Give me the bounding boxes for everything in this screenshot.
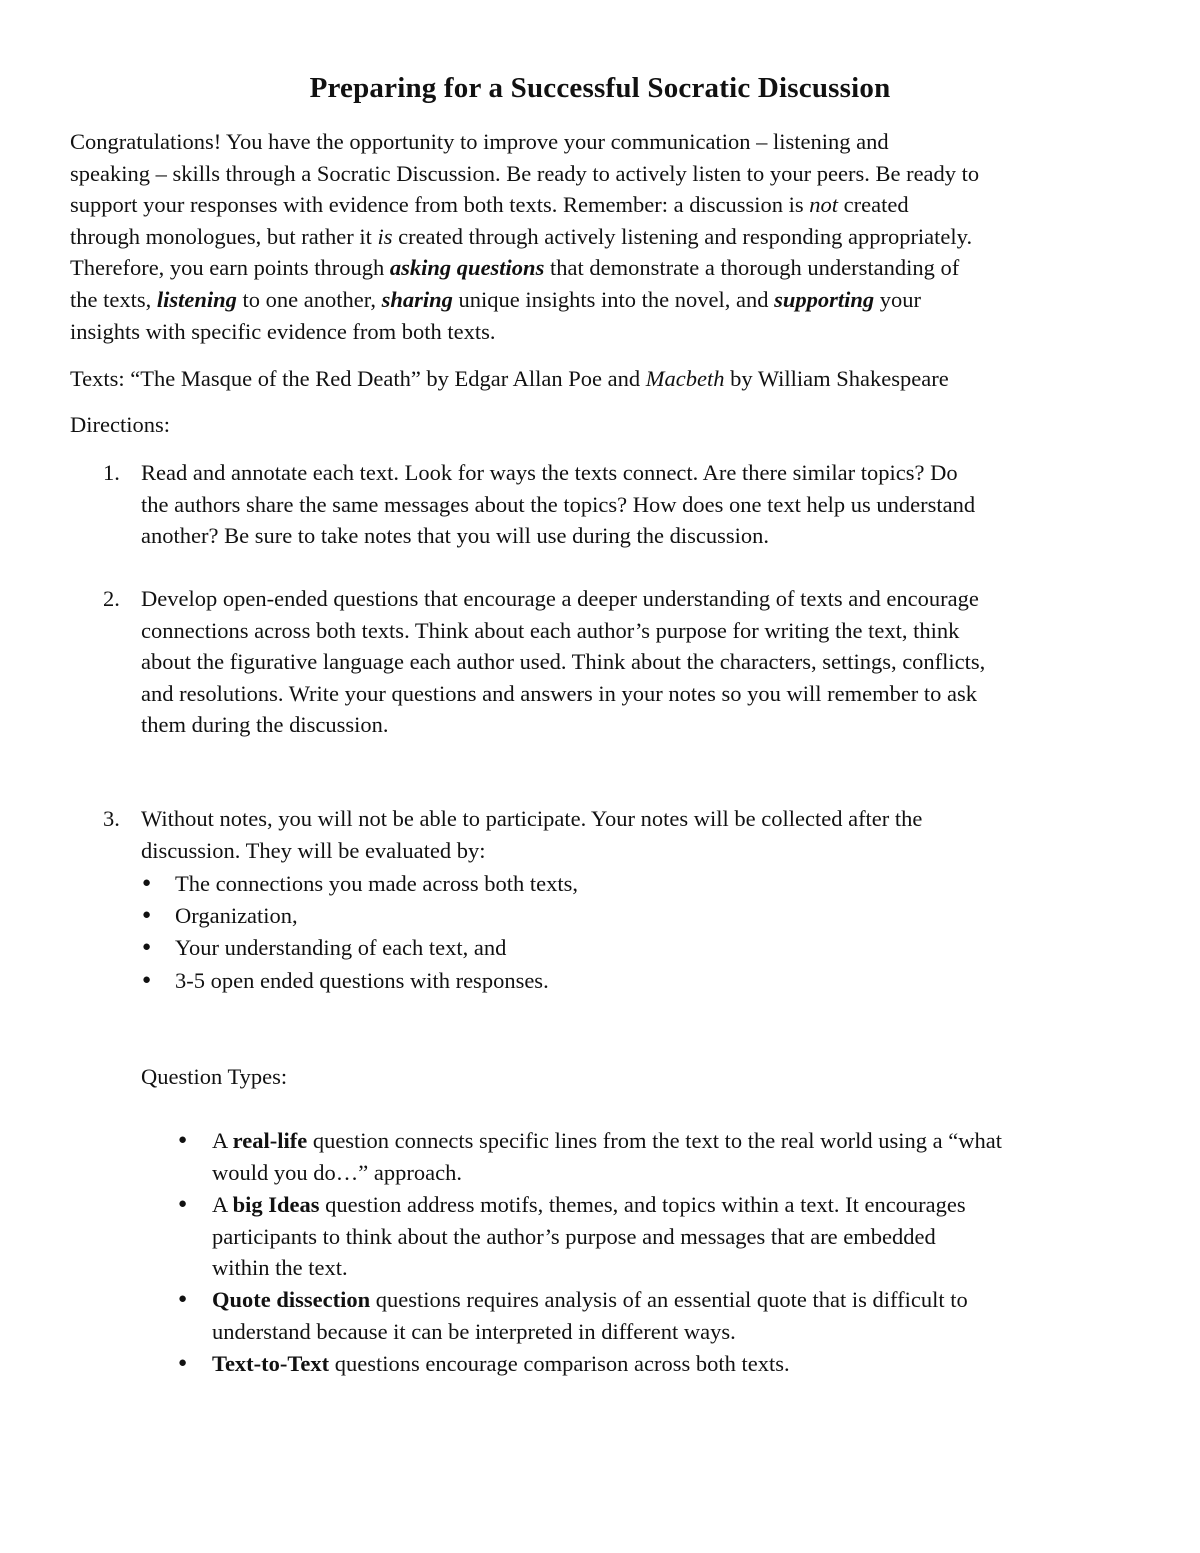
step-line: about the figurative language each author used. Think about the characters, settings, conflicts, — [141, 649, 986, 675]
intro-paragraph — [70, 126, 1135, 347]
step-line: Develop open-ended questions that encourage a deeper understanding of texts and encourage — [141, 586, 979, 611]
emphasis-sharing: sharing — [381, 286, 453, 312]
intro-line: Therefore, you earn points through asking questions that demonstrate a thorough understanding of — [70, 255, 960, 281]
step-2-number: 2. — [103, 586, 120, 611]
texts-line: Texts: “The Masque of the Red Death” by Edgar Allan Poe and Macbeth by William Shakespeare — [70, 366, 949, 391]
page-title: Preparing for a Successful Socratic Discussion — [309, 72, 891, 104]
step-line: another? Be sure to take notes that you will use during the discussion. — [141, 523, 770, 549]
intro-line: support your responses with evidence from both texts. Remember: a discussion is not created — [70, 192, 909, 218]
emphasis-asking-questions: asking questions — [389, 255, 545, 281]
big-ideas-term: big Ideas — [232, 1192, 320, 1217]
text-to-text-term: Text-to-Text — [212, 1351, 330, 1376]
step-line: discussion. They will be evaluated by: — [141, 837, 486, 863]
bullet-icon: ● — [178, 1132, 188, 1148]
emphasis-not: not — [809, 192, 839, 218]
intro-line: the texts, listening to one another, sharing unique insights into the novel, and supporting your — [70, 286, 922, 312]
step-2-text — [141, 583, 1141, 741]
criteria-item: Organization, — [175, 903, 298, 928]
step-line: the authors share the same messages about the topics? How does one text help us understand — [141, 491, 976, 517]
bullet-icon: ● — [142, 972, 152, 988]
step-line: Without notes, you will not be able to participate. Your notes will be collected after the — [141, 806, 923, 831]
bullet-icon: ● — [142, 875, 152, 891]
step-line: Read and annotate each text. Look for ways the texts connect. Are there similar topics? Do — [141, 460, 958, 485]
question-type-big-ideas: A big Ideas question address motifs, themes, and topics within a text. It encourages participants to think about the author’s purpose and messages that are embedded within the text. — [212, 1192, 966, 1281]
step-3-text — [141, 803, 1141, 866]
criteria-item: 3-5 open ended questions with responses. — [175, 968, 549, 993]
bullet-icon: ● — [178, 1196, 188, 1212]
bullet-icon: ● — [178, 1291, 188, 1307]
emphasis-listening: listening — [156, 286, 237, 312]
emphasis-is: is — [377, 223, 393, 249]
criteria-item: The connections you made across both texts, — [175, 871, 579, 896]
bullet-icon: ● — [142, 907, 152, 923]
question-type-real-life: A real-life question connects specific lines from the text to the real world using a “what would you do…” approach. — [212, 1128, 1002, 1185]
quote-dissection-term: Quote dissection — [212, 1287, 371, 1312]
intro-line: through monologues, but rather it is created through actively listening and responding appropriately. — [70, 223, 973, 249]
step-line: and resolutions. Write your questions and answers in your notes so you will remember to ask — [141, 680, 978, 706]
intro-line: speaking – skills through a Socratic Discussion. Be ready to actively listen to your peers. Be ready to — [70, 160, 980, 186]
question-types-label: Question Types: — [141, 1064, 288, 1089]
step-1-number: 1. — [103, 460, 120, 485]
question-type-quote-dissection: Quote dissection questions requires analysis of an essential quote that is difficult to understand because it can be interpreted in different ways. — [212, 1287, 968, 1344]
macbeth-title: Macbeth — [645, 366, 725, 391]
step-1-text — [141, 457, 1141, 552]
bullet-icon: ● — [142, 939, 152, 955]
step-3-number: 3. — [103, 806, 120, 831]
directions-label: Directions: — [70, 412, 170, 437]
intro-line: Congratulations! You have the opportunity to improve your communication – listening and — [70, 129, 889, 154]
step-line: connections across both texts. Think about each author’s purpose for writing the text, think — [141, 617, 960, 643]
question-type-text-to-text: Text-to-Text questions encourage comparison across both texts. — [212, 1351, 790, 1376]
real-life-term: real-life — [232, 1128, 308, 1153]
step-line: them during the discussion. — [141, 712, 389, 738]
emphasis-supporting: supporting — [774, 286, 875, 312]
bullet-icon: ● — [178, 1355, 188, 1371]
criteria-item: Your understanding of each text, and — [175, 935, 507, 960]
intro-line: insights with specific evidence from both texts. — [70, 318, 496, 344]
